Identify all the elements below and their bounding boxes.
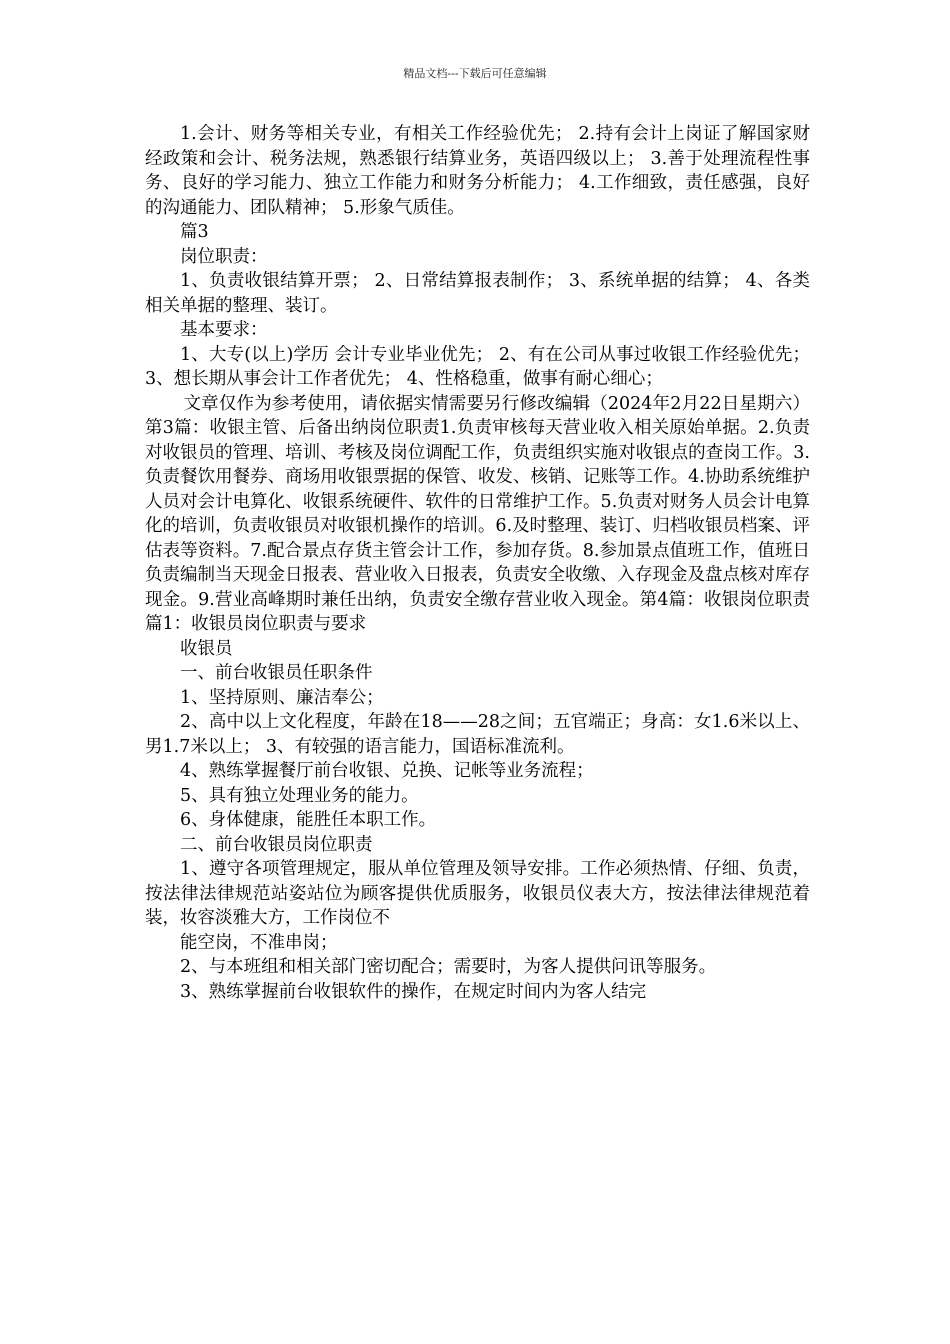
list-item-duty-2: 2、与本班组和相关部门密切配合；需要时，为客人提供问讯等服务。 [180,957,717,977]
document-body [145,122,810,1004]
paragraph-supervisor-duties: 文章仅作为参考使用，请依据实情需要另行修改编辑（2024年2月22日星期六）第3篇：收银主管、后备出纳岗位职责1.负责审核每天营业收入相关原始单据。2.负责对收银员的管理、培训、考核及岗位调配工作，负责组织实施对收银点的查岗工作。3.负责餐饮用餐券、商场用收银票据的保管、收发、核销、记账等工作。4.协助系统维护人员对会计电算化、收银系统硬件、软件的日常维护工作。5.负责对财务人员会计电算化的培训，负责收银员对收银机操作的培训。6.及时整理、装订、归档收银员档案、评估表等资料。7.配合景点存货主管会计工作，参加存货。8.参加景点值班工作，值班日负责编制当天现金日报表、营业收入日报表，负责安全收缴、入存现金及盘点核对库存现金。9.营业高峰期时兼任出纳，负责安全缴存营业收入现金。第4篇：收银岗位职责篇1：收银员岗位职责与要求 [145,393,810,634]
paragraph-job-duties: 1、负责收银结算开票； 2、日常结算报表制作； 3、系统单据的结算； 4、各类相关单据的整理、装订。 [145,271,810,316]
list-item-condition-2: 2、高中以上文化程度，年龄在18——28之间；五官端正；身高：女1.6米以上、男1.7米以上； 3、有较强的语言能力，国语标准流利。 [145,712,810,757]
list-item-condition-5: 5、具有独立处理业务的能力。 [180,785,419,806]
paragraph-qualifications: 1.会计、财务等相关专业，有相关工作经验优先； 2.持有会计上岗证了解国家财经政策和会计、税务法规，熟悉银行结算业务，英语四级以上； 3.善于处理流程性事务、良好的学习能力、独立工作能力和财务分析能力； 4.工作细致，责任感强，良好的沟通能力、团队精神； 5.形象气质佳。 [145,124,810,218]
page-header: 精品文档---下载后可任意编辑 [403,67,547,80]
list-item-condition-4: 4、熟练掌握餐厅前台收银、兑换、记帐等业务流程； [180,761,594,781]
heading-basic-requirements: 基本要求： [180,320,268,340]
list-item-duty-3: 3、熟练掌握前台收银软件的操作，在规定时间内为客人结完 [180,981,647,1002]
heading-job-duties: 岗位职责： [180,246,268,267]
list-item-duty-1-continued: 能空岗，不准串岗； [180,932,338,953]
heading-cashier-conditions: 一、前台收银员任职条件 [180,663,373,683]
section-heading-part3: 篇3 [180,222,209,242]
list-item-condition-1: 1、坚持原则、廉洁奉公； [180,687,384,708]
paragraph-basic-requirements: 1、大专(以上)学历 会计专业毕业优先； 2、有在公司从事过收银工作经验优先； 3、想长期从事会计工作者优先； 4、性格稳重，做事有耐心细心； [145,344,810,389]
heading-cashier-duties: 二、前台收银员岗位职责 [180,834,373,855]
list-item-condition-6: 6、身体健康，能胜任本职工作。 [180,810,437,830]
list-item-duty-1: 1、遵守各项管理规定，服从单位管理及领导安排。工作必须热情、仔细、负责，按法律法律规范站姿站位为顾客提供优质服务，收银员仪表大方，按法律法律规范着装，妆容淡雅大方，工作岗位不 [145,859,810,928]
heading-cashier: 收银员 [180,638,233,659]
